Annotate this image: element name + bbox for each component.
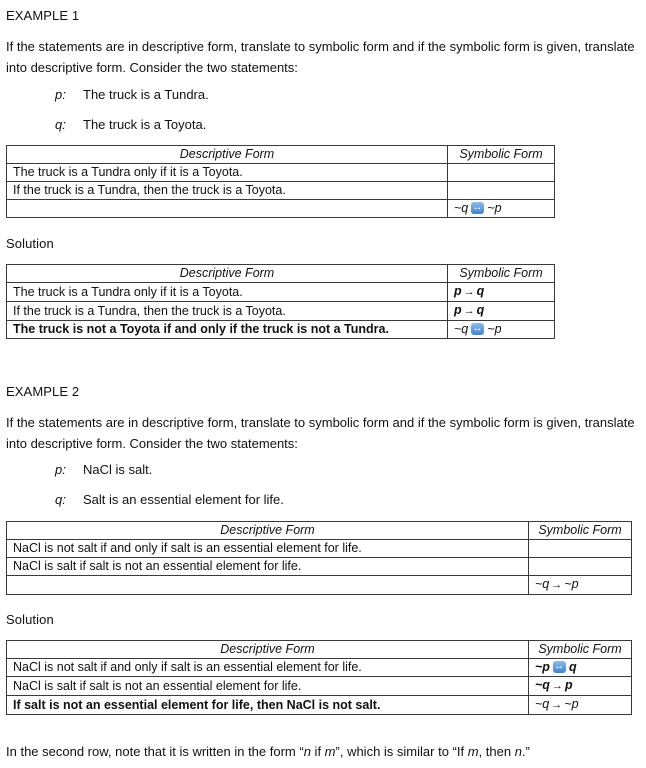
descriptive-cell: The truck is not a Toyota if and only if the truck is not a Tundra.	[7, 321, 448, 339]
note-var: m	[324, 744, 336, 759]
note-var: m	[467, 744, 479, 759]
header-descriptive: Descriptive Form	[7, 641, 529, 659]
symbolic-cell	[529, 677, 632, 696]
example-1-problem-table	[6, 145, 555, 218]
symbolic-cell	[529, 659, 632, 677]
header-symbolic: Symbolic Form	[448, 265, 555, 283]
table-header-row	[7, 522, 632, 540]
symbolic-cell	[448, 200, 555, 218]
biconditional-icon	[471, 323, 484, 335]
note-text: In the second row, note that it is written in the form “	[6, 744, 304, 759]
sym-left: ~p	[535, 660, 550, 674]
descriptive-cell	[7, 576, 529, 595]
arrow-icon: →	[551, 699, 563, 711]
arrow-icon: →	[551, 680, 563, 692]
table-header-row	[7, 265, 555, 283]
example-1-instructions: If the statements are in descriptive form, translate to symbolic form and if the symbolic form is given, translate into descriptive form. Consider the two statements:	[6, 39, 635, 75]
table-row	[7, 558, 632, 576]
symbolic-cell	[529, 696, 632, 715]
sym-right: q	[476, 284, 485, 298]
example-2-solution-table	[6, 640, 632, 715]
table-row	[7, 182, 555, 200]
table-header-row	[7, 146, 555, 164]
sym-left: ~q	[535, 697, 550, 711]
example-2-problem-table	[6, 521, 632, 595]
descriptive-cell: NaCl is salt if salt is not an essential element for life.	[7, 677, 529, 696]
table-row	[7, 540, 632, 558]
table-row	[7, 659, 632, 677]
symbolic-cell	[448, 182, 555, 200]
example-1-heading: EXAMPLE 1	[6, 8, 80, 23]
table-row	[7, 677, 632, 696]
descriptive-cell: If the truck is a Tundra, then the truck is a Toyota.	[7, 182, 448, 200]
table-row	[7, 283, 555, 302]
note-text: , then	[478, 744, 515, 759]
statement-var: p:	[55, 87, 66, 102]
header-symbolic: Symbolic Form	[448, 146, 555, 164]
sym-left: ~q	[454, 322, 469, 336]
symbolic-cell	[448, 164, 555, 182]
statement-text: Salt is an essential element for life.	[83, 492, 284, 507]
statement-q	[55, 117, 206, 132]
sym-left: p	[454, 284, 462, 298]
sym-right: q	[476, 303, 485, 317]
symbolic-cell	[448, 302, 555, 321]
sym-left: ~q	[454, 201, 469, 215]
table-row	[7, 302, 555, 321]
statement-var: q:	[55, 492, 66, 507]
footnote	[6, 744, 530, 759]
sym-left: p	[454, 303, 462, 317]
symbolic-cell	[529, 558, 632, 576]
example-1-solution-table	[6, 264, 555, 339]
header-symbolic: Symbolic Form	[529, 641, 632, 659]
header-descriptive: Descriptive Form	[7, 265, 448, 283]
biconditional-icon	[471, 202, 484, 214]
sym-right: q	[568, 660, 577, 674]
example-2-heading: EXAMPLE 2	[6, 384, 80, 399]
symbolic-cell	[448, 321, 555, 339]
descriptive-cell: NaCl is salt if salt is not an essential element for life.	[7, 558, 529, 576]
header-symbolic: Symbolic Form	[529, 522, 632, 540]
note-var: n	[303, 744, 311, 759]
symbolic-cell	[529, 576, 632, 595]
header-descriptive: Descriptive Form	[7, 146, 448, 164]
header-descriptive: Descriptive Form	[7, 522, 529, 540]
arrow-icon: →	[463, 305, 475, 317]
statement-var: q:	[55, 117, 66, 132]
descriptive-cell: The truck is a Tundra only if it is a Toyota.	[7, 164, 448, 182]
sym-left: ~q	[535, 678, 550, 692]
statement-q	[55, 492, 284, 507]
statement-text: NaCl is salt.	[83, 462, 153, 477]
sym-right: ~p	[487, 201, 502, 215]
note-var: n	[514, 744, 522, 759]
statement-p	[55, 87, 209, 102]
descriptive-cell: NaCl is not salt if and only if salt is an essential element for life.	[7, 659, 529, 677]
table-row	[7, 321, 555, 339]
statement-var: p:	[55, 462, 66, 477]
table-row	[7, 576, 632, 595]
sym-right: ~p	[564, 577, 579, 591]
table-row	[7, 696, 632, 715]
sym-left: ~q	[535, 577, 550, 591]
descriptive-cell: If salt is not an essential element for life, then NaCl is not salt.	[7, 696, 529, 715]
table-row	[7, 164, 555, 182]
example-1-solution-label: Solution	[6, 236, 54, 251]
symbolic-cell	[448, 283, 555, 302]
descriptive-cell: If the truck is a Tundra, then the truck is a Toyota.	[7, 302, 448, 321]
example-2-solution-label: Solution	[6, 612, 54, 627]
table-row	[7, 200, 555, 218]
example-2-instructions: If the statements are in descriptive form, translate to symbolic form and if the symbolic form is given, translate into descriptive form. Consider the two statements:	[6, 415, 635, 451]
statement-p	[55, 462, 152, 477]
descriptive-cell	[7, 200, 448, 218]
descriptive-cell: NaCl is not salt if and only if salt is an essential element for life.	[7, 540, 529, 558]
biconditional-icon	[553, 661, 566, 673]
statement-text: The truck is a Toyota.	[83, 117, 207, 132]
note-text: if	[310, 744, 325, 759]
sym-right: ~p	[564, 697, 579, 711]
note-text: ”, which is similar to “If	[335, 744, 468, 759]
symbolic-cell	[529, 540, 632, 558]
note-text: .”	[521, 744, 530, 759]
descriptive-cell: The truck is a Tundra only if it is a Toyota.	[7, 283, 448, 302]
table-header-row	[7, 641, 632, 659]
arrow-icon: →	[551, 579, 563, 591]
sym-right: ~p	[487, 322, 502, 336]
statement-text: The truck is a Tundra.	[83, 87, 209, 102]
sym-right: p	[564, 678, 573, 692]
arrow-icon: →	[463, 286, 475, 298]
